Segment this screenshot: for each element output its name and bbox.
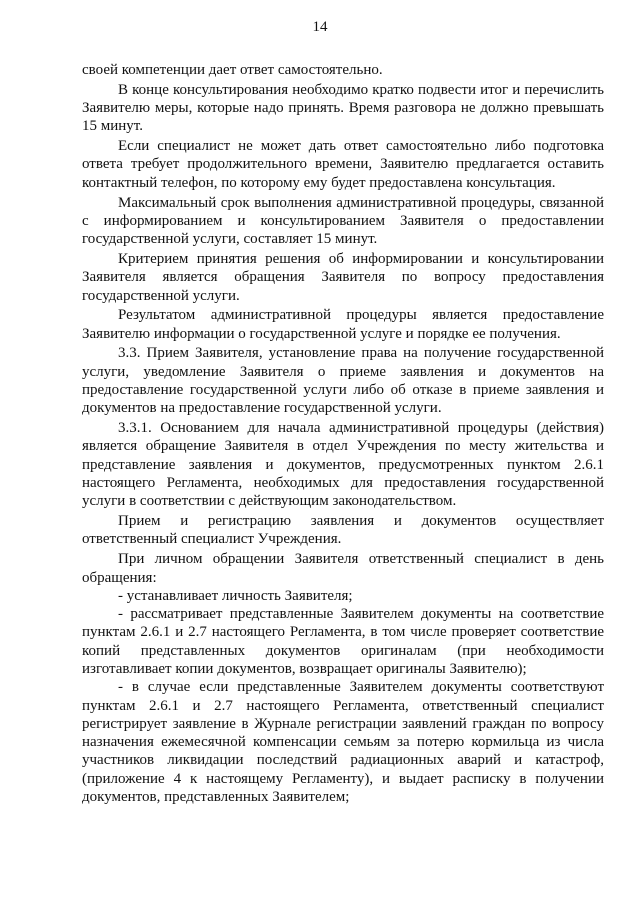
body-text <box>82 61 604 806</box>
list-item: - в случае если представленные Заявителем документы соответствуют пунктам 2.6.1 и 2.7 настоящего Регламента, ответственный специалист регистрирует заявление в Журнале регистрации заявлений граждан по вопросу назначения ежемесячной компенсации семьям за потерю кормильца из числа участников ликвидации последствий радиационных аварий и катастроф, (приложение 4 к настоящему Регламенту), и выдает расписку в получении документов, представленных Заявителем; <box>82 679 604 806</box>
paragraph: Если специалист не может дать ответ самостоятельно либо подготовка ответа требует продолжительного времени, Заявителю предлагается оставить контактный телефон, по которому ему будет предоставлена консультация. <box>82 138 604 191</box>
paragraph: своей компетенции дает ответ самостоятельно. <box>82 62 383 78</box>
paragraph: Критерием принятия решения об информировании и консультировании Заявителя является обращения Заявителя по вопросу предоставления государственной услуги. <box>82 250 604 304</box>
paragraph: Прием и регистрацию заявления и документов осуществляет ответственный специалист Учреждения. <box>82 513 604 548</box>
paragraph: Результатом административной процедуры является предоставление Заявителю информации о государственной услуге и порядке ее получения. <box>82 307 604 342</box>
section-heading-3-3: 3.3. Прием Заявителя, установление права на получение государственной услуги, уведомление Заявителя о приеме заявления и документов на предоставление государственной услуги либо об отказе в приеме заявления и документов на предоставление государственной услуги. <box>82 345 604 417</box>
list-item: - устанавливает личность Заявителя; <box>118 587 353 604</box>
section-paragraph-3-3-1: 3.3.1. Основанием для начала административной процедуры (действия) является обращение Заявителя в отдел Учреждения по месту жительства и представление заявления и документов, предусмотренных пунктом 2.6.1 настоящего Регламента, необходимых для предоставления государственной услуги в соответствии с действующим законодательством. <box>82 420 604 510</box>
page-number: 14 <box>312 19 328 35</box>
paragraph: Максимальный срок выполнения административной процедуры, связанной с информированием и консультированием Заявителя о предоставлении государственной услуги, составляет 15 минут. <box>82 194 604 248</box>
paragraph: В конце консультирования необходимо кратко подвести итог и перечислить Заявителю меры, которые надо принять. Время разговора не должно превышать 15 минут. <box>82 81 604 135</box>
paragraph: При личном обращении Заявителя ответственный специалист в день обращения: <box>82 551 604 586</box>
list-item: - рассматривает представленные Заявителем документы на соответствие пунктам 2.6.1 и 2.7 настоящего Регламента, в том числе проверяет соответствие копий представленных документов оригиналам (при необходимости изготавливает копии документов, возвращает оригиналы Заявителю); <box>82 606 604 677</box>
